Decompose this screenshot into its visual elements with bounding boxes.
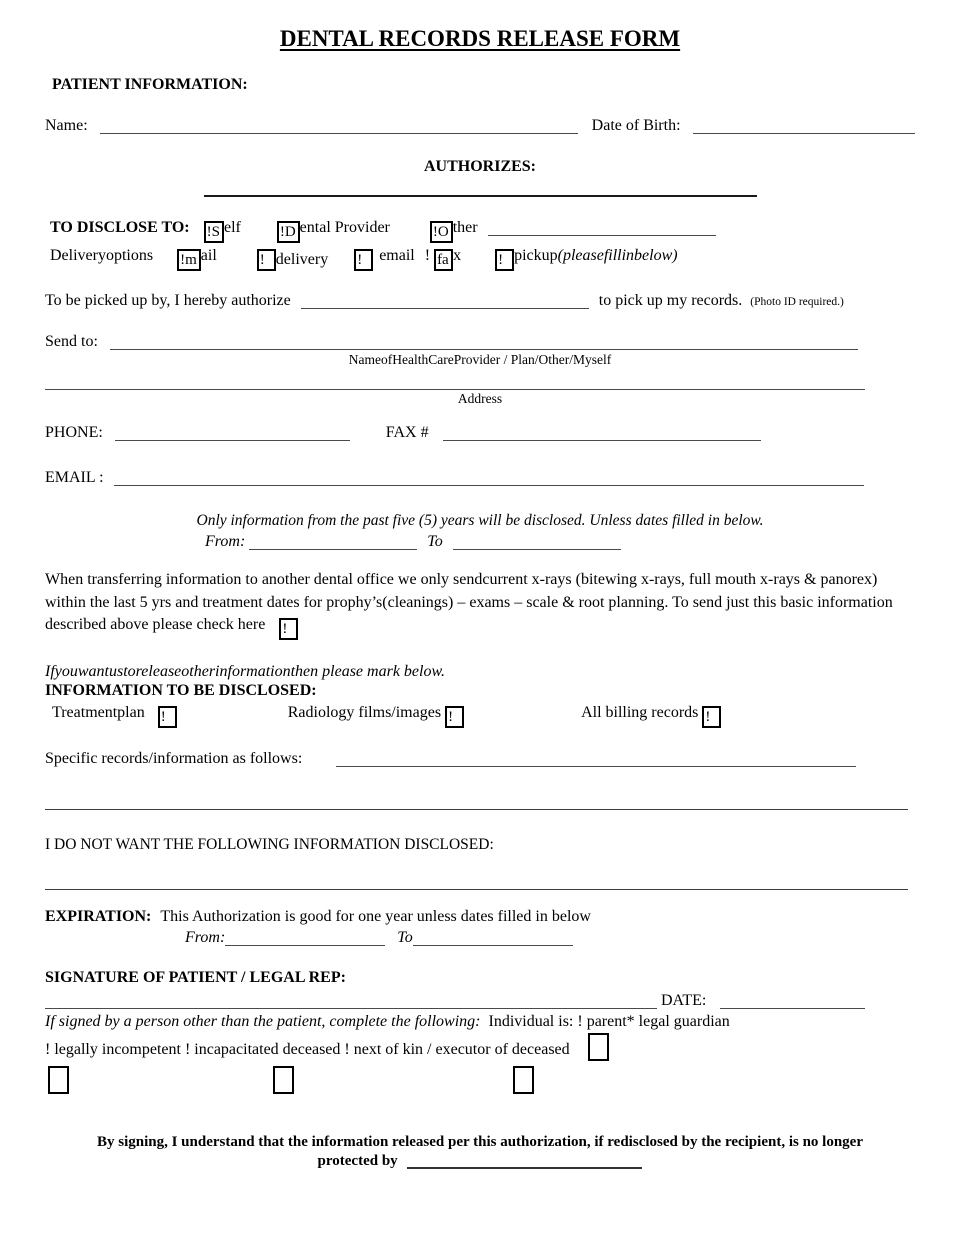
treatment-plan-label: Treatmentplan — [52, 704, 145, 721]
option-fax-label: x — [453, 247, 462, 264]
signature-field[interactable] — [45, 994, 657, 1009]
address-caption: Address — [457, 391, 503, 406]
option-dental-provider-label: ental Provider — [299, 219, 390, 236]
patient-information-heading: PATIENT INFORMATION: — [52, 76, 248, 93]
radiology-label: Radiology films/images — [287, 704, 442, 721]
expiration-from-field[interactable] — [225, 931, 385, 946]
expiration-to-label: To — [397, 929, 413, 946]
checkbox-fax-icon[interactable]: fa — [434, 249, 453, 271]
name-field[interactable] — [100, 119, 578, 134]
specific-records-field-2[interactable] — [45, 809, 908, 810]
specific-records-field[interactable] — [336, 752, 856, 767]
pickup-note: (pleasefillinbelow) — [557, 247, 678, 264]
delivery-options-label: Deliveryoptions — [50, 247, 154, 264]
option-self-label: elf — [223, 219, 241, 236]
mark-below-note: Ifyouwantustoreleaseotherinformationthen please mark below. — [45, 663, 445, 680]
relationship-options-row — [0, 1033, 960, 1061]
name-dob-row — [0, 117, 960, 135]
five-year-note: Only information from the past five (5) years will be disclosed. Unless dates filled in below. — [196, 512, 764, 529]
footer-statement-text: By signing, I understand that the information released per this authorization, if redisclosed by the recipient, is no longer protected by — [96, 1134, 863, 1169]
send-to-label: Send to: — [45, 333, 98, 350]
relationship-checkbox-row — [0, 1066, 960, 1094]
specific-records-row — [0, 750, 960, 768]
checkbox-relationship-3-icon[interactable] — [513, 1066, 534, 1094]
expiration-from-label: From: — [185, 929, 226, 946]
option-pickup-label: pickup — [514, 247, 558, 264]
checkbox-email-icon[interactable]: ! — [354, 249, 373, 271]
send-to-row — [0, 333, 960, 351]
relationship-options-label: ! legally incompetent ! incapacitated deceased ! next of kin / executor of deceased — [45, 1041, 570, 1058]
phone-fax-row — [0, 424, 960, 442]
authorizes-field[interactable] — [204, 195, 757, 197]
to-label: To — [427, 533, 443, 550]
checkbox-mail-icon[interactable]: !m — [177, 249, 201, 271]
to-date-field[interactable] — [453, 535, 621, 550]
expiration-to-field[interactable] — [413, 931, 573, 946]
specific-records-label: Specific records/information as follows: — [45, 750, 303, 767]
from-label: From: — [205, 533, 246, 550]
checkbox-treatment-plan-icon[interactable]: ! — [158, 706, 177, 728]
fax-label: FAX # — [385, 424, 429, 441]
option-other-label: ther — [452, 219, 478, 236]
if-signed-note: If signed by a person other than the patient, complete the following: — [45, 1013, 481, 1030]
dob-field[interactable] — [693, 119, 915, 134]
footer-statement — [69, 1133, 891, 1171]
expiration-range-row — [0, 929, 960, 947]
name-label: Name: — [45, 117, 88, 134]
delivery-options-row — [0, 247, 960, 271]
disclose-to-row — [0, 219, 960, 243]
picked-up-by-field[interactable] — [301, 294, 589, 309]
phone-label: PHONE: — [45, 424, 103, 441]
individual-is-label: Individual is: ! parent* legal guardian — [488, 1013, 730, 1030]
other-field[interactable] — [488, 221, 716, 236]
disclose-to-label: TO DISCLOSE TO: — [50, 219, 190, 236]
information-disclosed-heading: INFORMATION TO BE DISCLOSED: — [45, 682, 317, 699]
page-title: DENTAL RECORDS RELEASE FORM — [279, 26, 681, 51]
from-date-field[interactable] — [249, 535, 417, 550]
checkbox-radiology-icon[interactable]: ! — [445, 706, 464, 728]
authorizes-heading: AUTHORIZES: — [423, 158, 537, 175]
transfer-paragraph — [0, 569, 917, 640]
email-row — [0, 469, 960, 487]
billing-records-label: All billing records — [581, 704, 699, 721]
fax-exclamation: ! — [424, 247, 431, 264]
checkbox-other-icon[interactable]: !O — [430, 221, 453, 243]
signature-row — [0, 992, 960, 1010]
option-delivery-label: delivery — [275, 251, 329, 268]
phone-field[interactable] — [115, 426, 350, 441]
email-field[interactable] — [114, 471, 864, 486]
checkbox-relationship-2-icon[interactable] — [273, 1066, 294, 1094]
picked-up-by-row — [0, 292, 960, 310]
protected-by-field[interactable] — [407, 1153, 642, 1169]
fax-field[interactable] — [443, 426, 761, 441]
signature-heading: SIGNATURE OF PATIENT / LEGAL REP: — [45, 969, 346, 986]
five-year-range-row — [0, 533, 960, 551]
dob-label: Date of Birth: — [591, 117, 681, 134]
do-not-want-heading: I DO NOT WANT THE FOLLOWING INFORMATION DISCLOSED: — [45, 836, 494, 853]
checkbox-pickup-icon[interactable]: ! — [495, 249, 514, 271]
checkbox-delivery-icon[interactable]: ! — [257, 249, 276, 271]
checkbox-self-icon[interactable]: !S — [204, 221, 224, 243]
email-label: EMAIL : — [45, 469, 104, 486]
checkbox-billing-icon[interactable]: ! — [702, 706, 721, 728]
checkbox-dental-provider-icon[interactable]: !D — [277, 221, 300, 243]
option-mail-label: ail — [200, 247, 217, 264]
pick-up-records-label: to pick up my records. — [598, 292, 743, 309]
if-signed-row — [0, 1013, 960, 1031]
signature-date-field[interactable] — [720, 994, 865, 1009]
date-label: DATE: — [661, 992, 707, 1009]
checkbox-relationship-1-icon[interactable] — [48, 1066, 69, 1094]
send-to-field[interactable] — [110, 335, 858, 350]
information-disclosed-items — [0, 704, 960, 728]
address-field[interactable] — [45, 389, 865, 390]
option-email-label: email — [379, 247, 415, 264]
do-not-want-field[interactable] — [45, 889, 908, 890]
provider-caption: NameofHealthCareProvider / Plan/Other/Myself — [348, 352, 612, 367]
photo-id-note: (Photo ID required.) — [750, 296, 844, 308]
picked-up-by-label: To be picked up by, I hereby authorize — [45, 292, 291, 309]
transfer-paragraph-text: When transferring information to another dental office we only sendcurrent x-rays (bitewing x-rays, full mouth x-rays & panorex) within the last 5 yrs and treatment dates for prophy’s(cleanings) – exams – scale & root planning. To send just this basic information described above please check here — [45, 571, 893, 633]
expiration-row — [0, 908, 960, 926]
expiration-label: EXPIRATION: — [45, 908, 152, 925]
checkbox-basic-info-icon[interactable]: ! — [279, 618, 298, 640]
checkbox-executor-icon[interactable] — [588, 1033, 609, 1061]
expiration-text: This Authorization is good for one year unless dates filled in below — [160, 908, 591, 925]
